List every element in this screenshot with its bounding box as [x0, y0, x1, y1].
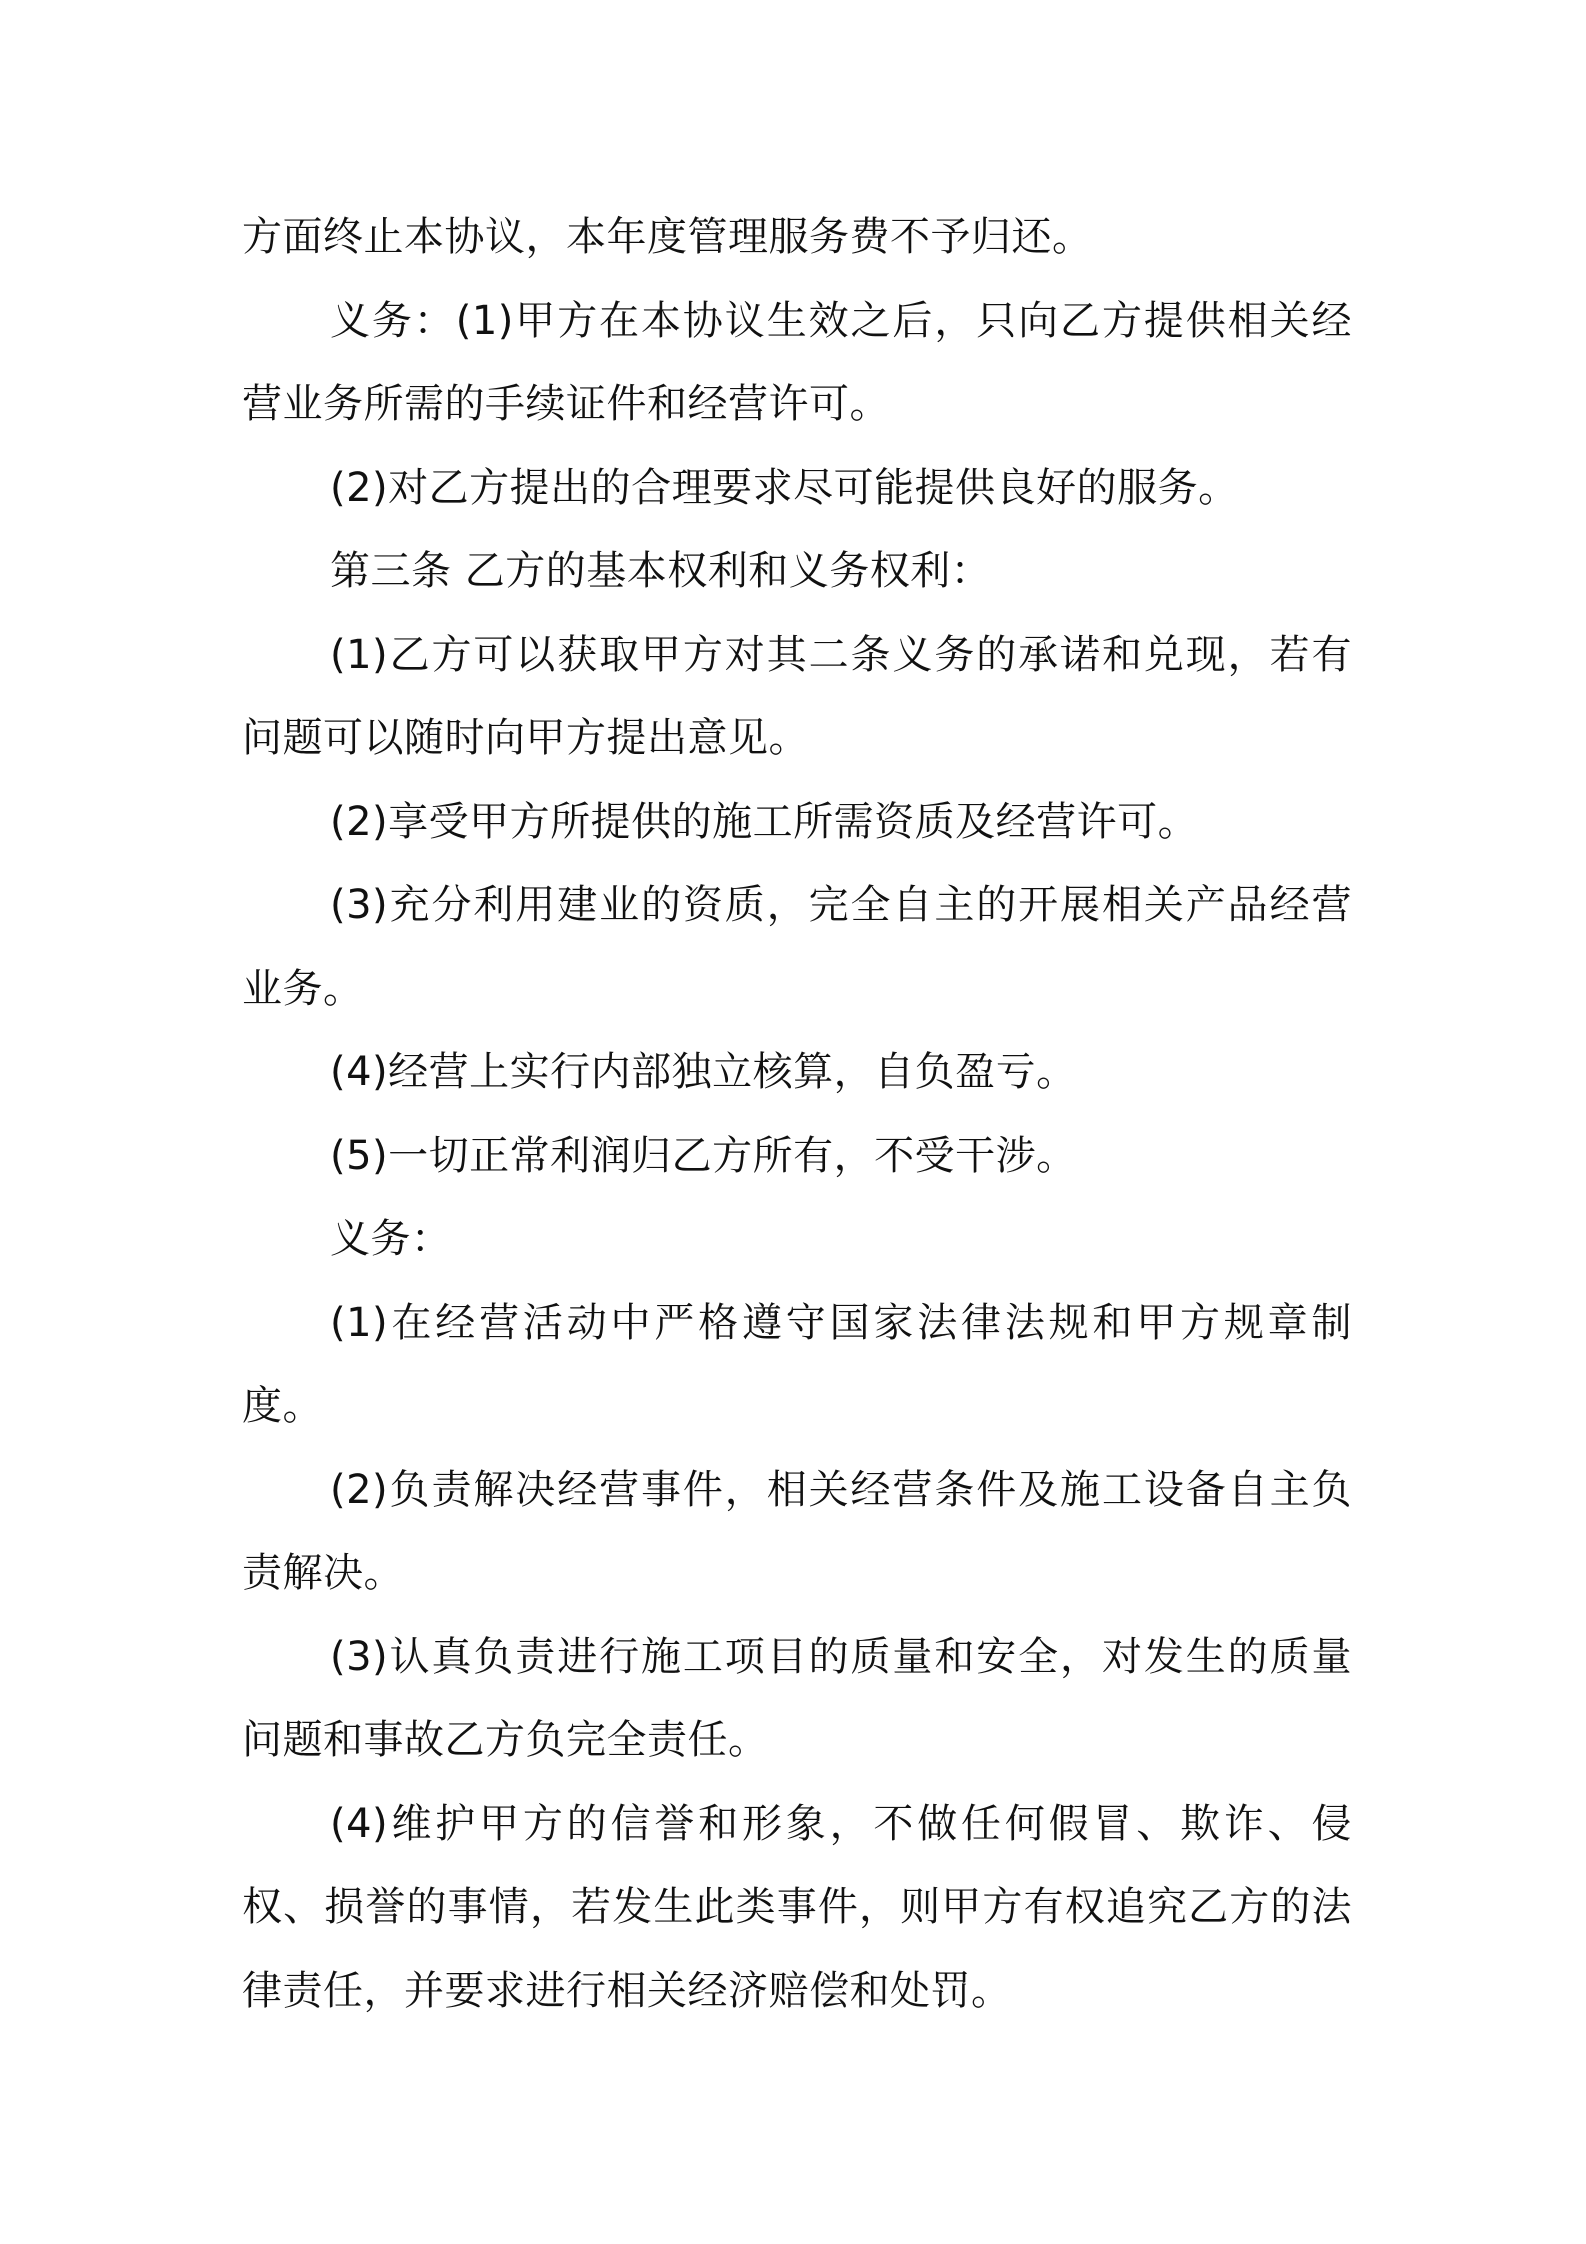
paragraph-party-b-right-5: (5)一切正常利润归乙方所有，不受干涉。	[330, 1132, 1077, 1179]
paragraph-party-b-right-3: (3)充分利用建业的资质，完全自主的开展相关产品经营业务。	[242, 882, 1352, 1012]
paragraph-party-b-obligation-4: (4)维护甲方的信誉和形象，不做任何假冒、欺诈、侵权、损誉的事情，若发生此类事件，则甲方有权追究乙方的法律责任，并要求进行相关经济赔偿和处罚。	[242, 1800, 1352, 2014]
paragraph-party-b-obligation-3: (3)认真负责进行施工项目的质量和安全，对发生的质量问题和事故乙方负完全责任。	[242, 1633, 1352, 1763]
paragraph-continuation: 方面终止本协议，本年度管理服务费不予归还。	[242, 214, 1093, 260]
document-body	[242, 196, 1352, 2033]
paragraph-party-b-obligation-2: (2)负责解决经营事件，相关经营条件及施工设备自主负责解决。	[242, 1466, 1352, 1596]
paragraph-party-b-right-1: (1)乙方可以获取甲方对其二条义务的承诺和兑现，若有问题可以随时向甲方提出意见。	[242, 631, 1352, 761]
paragraph-party-a-obligation-1: 义务：(1)甲方在本协议生效之后，只向乙方提供相关经营业务所需的手续证件和经营许可。	[242, 297, 1352, 427]
paragraph-party-a-obligation-2: (2)对乙方提出的合理要求尽可能提供良好的服务。	[330, 464, 1239, 511]
paragraph-party-b-right-2: (2)享受甲方所提供的施工所需资质及经营许可。	[330, 798, 1199, 845]
paragraph-party-b-obligation-1: (1)在经营活动中严格遵守国家法律法规和甲方规章制度。	[242, 1299, 1352, 1429]
paragraph-article-three-heading: 第三条 乙方的基本权利和义务权利：	[330, 548, 992, 594]
paragraph-party-b-right-4: (4)经营上实行内部独立核算，自负盈亏。	[330, 1049, 1077, 1095]
paragraph-obligations-heading: 义务：	[330, 1216, 452, 1262]
